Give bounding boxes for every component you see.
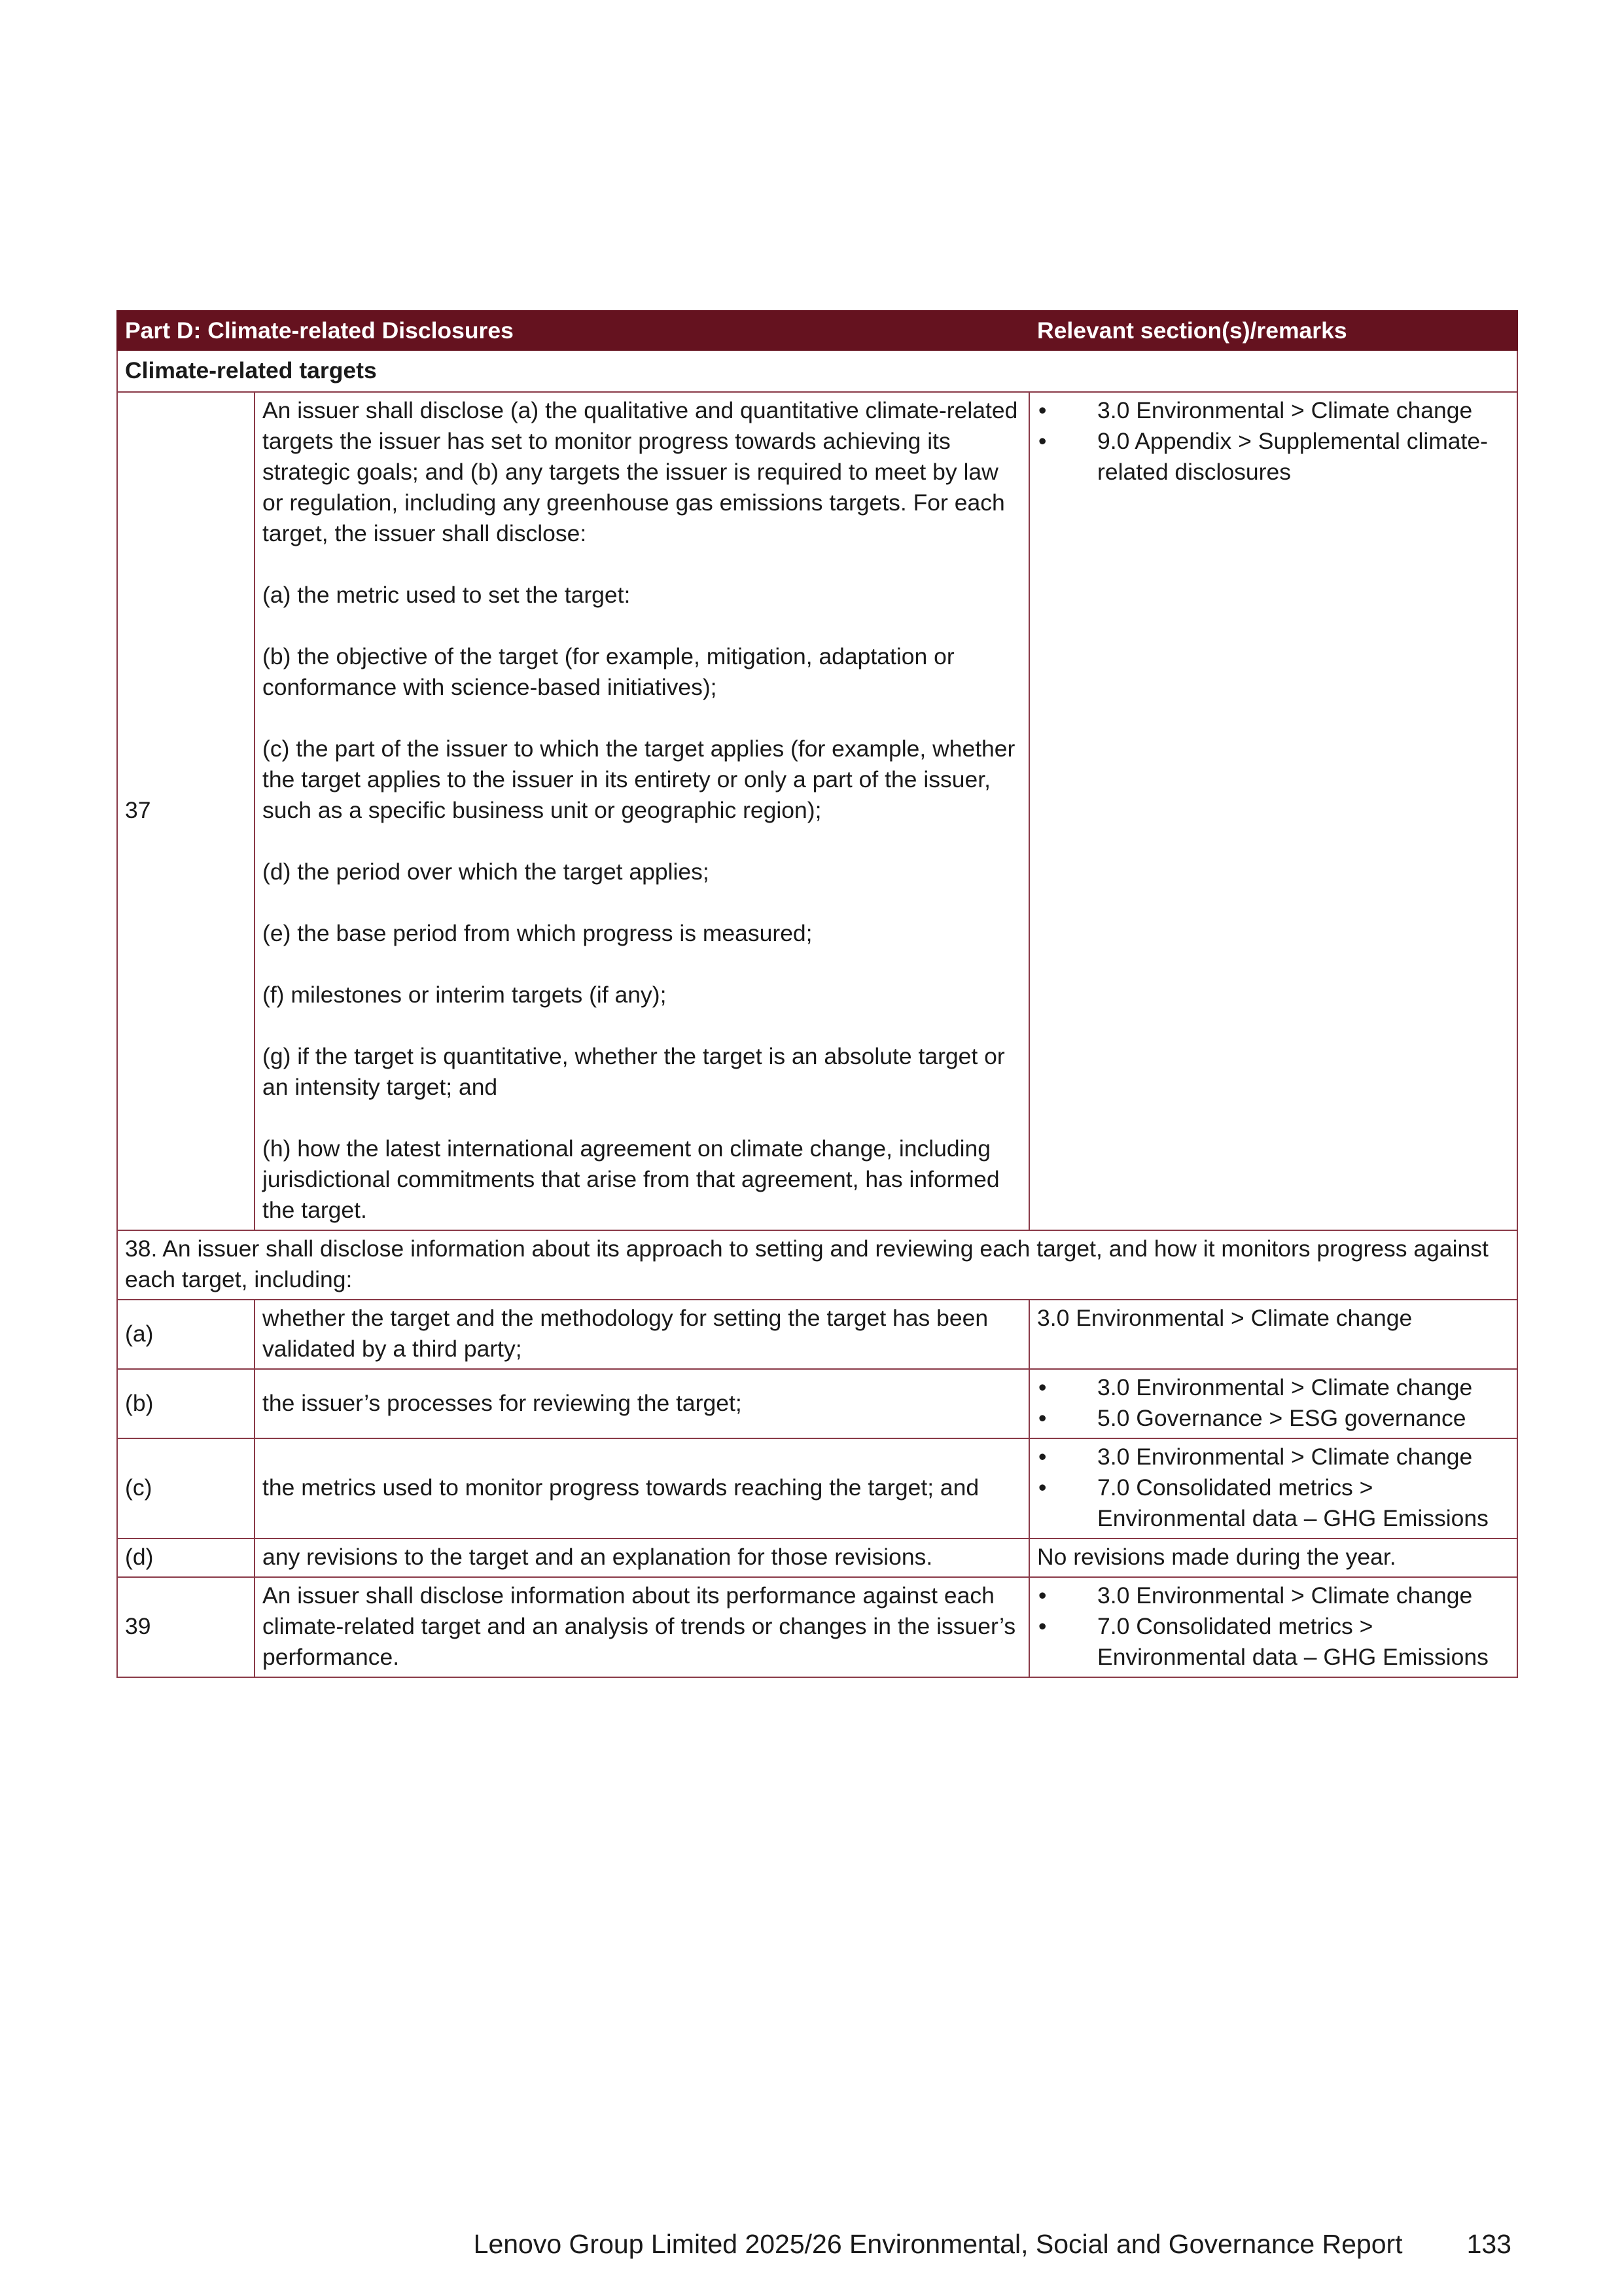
bullet-icon: • <box>1038 1444 1047 1470</box>
requirement-text: the metrics used to monitor progress towards reaching the target; and <box>255 1438 1029 1539</box>
sub-label: (c) <box>117 1438 255 1539</box>
sub-label: (d) <box>117 1539 255 1577</box>
remark-item <box>1037 395 1509 426</box>
remark-text: 9.0 Appendix > Supplemental climate-related disclosures <box>1097 428 1488 485</box>
table-row-39 <box>117 1577 1517 1677</box>
remark-text: 3.0 Environmental > Climate change <box>1029 1300 1517 1369</box>
remark-item <box>1037 1442 1509 1472</box>
remarks-cell <box>1029 1369 1517 1438</box>
row-number: 37 <box>117 392 255 1230</box>
bullet-icon: • <box>1038 428 1047 454</box>
requirement-text <box>255 392 1029 1230</box>
requirement-text: any revisions to the target and an explanation for those revisions. <box>255 1539 1029 1577</box>
table-row-38d <box>117 1539 1517 1577</box>
requirement-item: (a) the metric used to set the target: <box>262 582 631 608</box>
remark-text: 7.0 Consolidated metrics > Environmental data – GHG Emissions <box>1097 1613 1489 1670</box>
requirement-intro: An issuer shall disclose (a) the qualitative and quantitative climate-related targets the issuer has set to monitor progress towards achieving its strategic goals; and (b) any targets the issuer is required to meet by law or regulation, including any greenhouse gas emissions targets. For each target, the issuer shall disclose: <box>262 397 1018 546</box>
sub-label: (b) <box>117 1369 255 1438</box>
sub-label: (a) <box>117 1300 255 1369</box>
row-number: 39 <box>117 1577 255 1677</box>
requirement-item: (g) if the target is quantitative, whether the target is an absolute target or an intensity target; and <box>262 1043 1005 1100</box>
row-38-intro: 38. An issuer shall disclose information about its approach to setting and reviewing each target, and how it monitors progress against each target, including: <box>117 1230 1517 1300</box>
remark-text: No revisions made during the year. <box>1029 1539 1517 1577</box>
remark-text: 3.0 Environmental > Climate change <box>1097 1444 1473 1470</box>
bullet-icon: • <box>1038 1474 1047 1501</box>
requirement-item: (f) milestones or interim targets (if any); <box>262 982 667 1008</box>
requirement-text: the issuer’s processes for reviewing the target; <box>255 1369 1029 1438</box>
table-row-38b <box>117 1369 1517 1438</box>
table-row-38c <box>117 1438 1517 1539</box>
remarks-cell <box>1029 1438 1517 1539</box>
remark-item <box>1037 426 1509 488</box>
report-title: Lenovo Group Limited 2025/26 Environmental, Social and Governance Report <box>473 2229 1403 2259</box>
remarks-list <box>1037 1442 1509 1534</box>
remark-text: 7.0 Consolidated metrics > Environmental data – GHG Emissions <box>1097 1474 1489 1531</box>
remarks-cell <box>1029 1577 1517 1677</box>
requirement-item: (e) the base period from which progress is measured; <box>262 920 813 946</box>
remark-item <box>1037 1403 1509 1434</box>
table-row-38a <box>117 1300 1517 1369</box>
remarks-list <box>1037 1580 1509 1673</box>
disclosure-table <box>116 310 1518 1678</box>
bullet-icon: • <box>1038 1582 1047 1609</box>
remarks-list <box>1037 395 1509 488</box>
section-row <box>117 350 1517 392</box>
requirement-item: (c) the part of the issuer to which the target applies (for example, whether the target applies to the issuer in its entirety or only a part of the issuer, such as a specific business unit or geographic region); <box>262 736 1015 823</box>
remarks-header: Relevant section(s)/remarks <box>1029 311 1517 350</box>
bullet-icon: • <box>1038 1613 1047 1639</box>
bullet-icon: • <box>1038 397 1047 423</box>
requirement-text: An issuer shall disclose information about its performance against each climate-related target and an analysis of trends or changes in the issuer’s performance. <box>255 1577 1029 1677</box>
table-header-row <box>117 311 1517 350</box>
bullet-icon: • <box>1038 1405 1047 1431</box>
remarks-cell <box>1029 392 1517 1230</box>
remark-text: 5.0 Governance > ESG governance <box>1097 1405 1466 1431</box>
requirement-text: whether the target and the methodology for setting the target has been validated by a third party; <box>255 1300 1029 1369</box>
remark-text: 3.0 Environmental > Climate change <box>1097 1582 1473 1609</box>
table-row-38 <box>117 1230 1517 1300</box>
remark-item <box>1037 1472 1509 1534</box>
table-row-37 <box>117 392 1517 1230</box>
section-title: Climate-related targets <box>117 350 1517 392</box>
remarks-list <box>1037 1372 1509 1434</box>
remark-item <box>1037 1611 1509 1673</box>
remark-text: 3.0 Environmental > Climate change <box>1097 397 1473 423</box>
page-footer <box>0 2229 1511 2260</box>
remark-item <box>1037 1580 1509 1611</box>
remark-item <box>1037 1372 1509 1403</box>
part-d-header: Part D: Climate-related Disclosures <box>117 311 1029 350</box>
requirement-item: (d) the period over which the target applies; <box>262 859 709 885</box>
remark-text: 3.0 Environmental > Climate change <box>1097 1374 1473 1400</box>
bullet-icon: • <box>1038 1374 1047 1400</box>
page-number: 133 <box>1466 2229 1511 2259</box>
requirement-item: (b) the objective of the target (for example, mitigation, adaptation or conformance with science-based initiatives); <box>262 643 955 700</box>
requirement-item: (h) how the latest international agreement on climate change, including jurisdictional commitments that arise from that agreement, has informed the target. <box>262 1135 1000 1223</box>
